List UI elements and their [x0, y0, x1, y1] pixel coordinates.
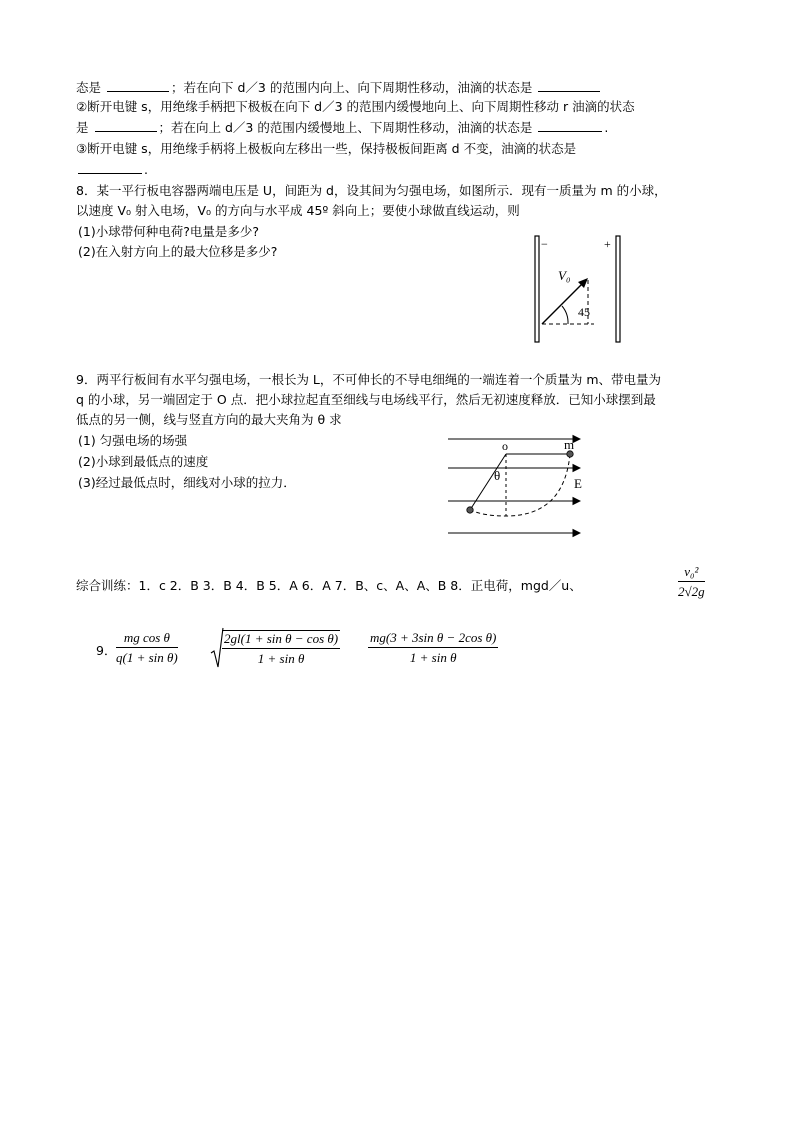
fraction-denominator: q(1 + sin θ)	[116, 650, 178, 665]
pivot-label: o	[502, 439, 508, 453]
q9-stem-3: 低点的另一侧，线与竖直方向的最大夹角为 θ 求	[76, 412, 342, 427]
text-line-2: ②断开电键 s，用绝缘手柄把下极板在向下 d／3 的范围内缓慢地向上、向下周期性移动 r 油滴的状态	[76, 99, 635, 114]
deflected-string	[470, 454, 506, 510]
answer-9-label: 9．	[96, 643, 117, 658]
right-plate	[616, 236, 620, 342]
line-text: ；若在向下 d／3 的范围内向上、向下周期性移动，油滴的状态是	[171, 80, 533, 95]
answers-line: 综合训练：1．c 2．B 3．B 4．B 5．A 6．A 7．B、c、A、A、B 8．正电荷，mgd／u、	[76, 578, 582, 593]
text-line-4: ③断开电键 s，用绝缘手柄将上极板向左移出一些，保持极板间距离 d 不变，油滴的状态是	[76, 141, 577, 156]
text-line-5	[76, 161, 148, 178]
angle-arc	[562, 306, 568, 324]
answer-9a-fraction	[116, 630, 178, 666]
text-line-3	[76, 119, 608, 136]
line-text: 态是	[76, 80, 102, 95]
line-text: ；若在向上 d／3 的范围内缓慢地上、下周期性移动，油滴的状态是	[158, 120, 533, 135]
fraction-numerator: v₀²	[678, 564, 705, 582]
fraction-numerator: mg(3 + 3sin θ − 2cos θ)	[368, 630, 498, 648]
answer-9b-fraction	[222, 630, 340, 667]
plus-sign: +	[604, 237, 611, 251]
q8-stem-1: 8．某一平行板电容器两端电压是 U，间距为 d，设其间为匀强电场，如图所示．现有一质量为 m 的小球，	[76, 183, 667, 198]
fraction-numerator: mg cos θ	[116, 630, 178, 648]
line-text: .	[604, 120, 609, 135]
field-label: E	[574, 476, 582, 491]
text-line-1	[76, 79, 602, 96]
swing-path	[470, 454, 570, 516]
q9-sub-3: (3)经过最低点时，细线对小球的拉力．	[78, 475, 296, 490]
mass-label: m	[564, 437, 575, 452]
q9-sub-1: (1) 匀强电场的场强	[78, 433, 188, 448]
fraction-denominator: 1 + sin θ	[409, 650, 457, 665]
q8-stem-2: 以速度 V₀ 射入电场，V₀ 的方向与水平成 45º 斜向上；要使小球做直线运动，则	[76, 203, 520, 218]
left-plate	[535, 236, 539, 342]
velocity-label: V₀	[558, 268, 571, 283]
q9-stem-1: 9．两平行板间有水平匀强电场，一根长为 L，不可伸长的不导电细绳的一端连着一个质量为 m、带电量为	[76, 372, 662, 387]
q8-sub-1: (1)小球带何种电荷?电量是多少?	[78, 224, 259, 239]
ball-end-icon	[467, 507, 473, 513]
q8-capacitor-figure	[528, 234, 628, 346]
answer-blank	[538, 79, 600, 92]
answer-9c-fraction	[368, 630, 498, 666]
answer-8-fraction	[678, 564, 705, 600]
answer-blank	[78, 161, 142, 174]
q9-stem-2: q 的小球，另一端固定于 O 点．把小球拉起直至细线与电场线平行，然后无初速度释放．已知小球摆到最	[76, 392, 656, 407]
fraction-denominator: 1 + sin θ	[257, 651, 305, 666]
answer-blank	[95, 119, 157, 132]
minus-sign: −	[541, 237, 548, 251]
q8-sub-2: (2)在入射方向上的最大位移是多少?	[78, 244, 278, 259]
answer-blank	[538, 119, 602, 132]
line-text: 是	[76, 120, 89, 135]
q9-sub-2: (2)小球到最低点的速度	[78, 454, 209, 469]
fraction-numerator: 2gl(1 + sin θ − cos θ)	[222, 631, 340, 649]
line-text: .	[144, 162, 148, 177]
theta-label: θ	[494, 468, 501, 483]
answer-blank	[107, 79, 169, 92]
angle-label: 45	[578, 305, 590, 319]
q9-pendulum-figure	[444, 430, 586, 544]
fraction-denominator: 2√2g	[678, 584, 705, 599]
